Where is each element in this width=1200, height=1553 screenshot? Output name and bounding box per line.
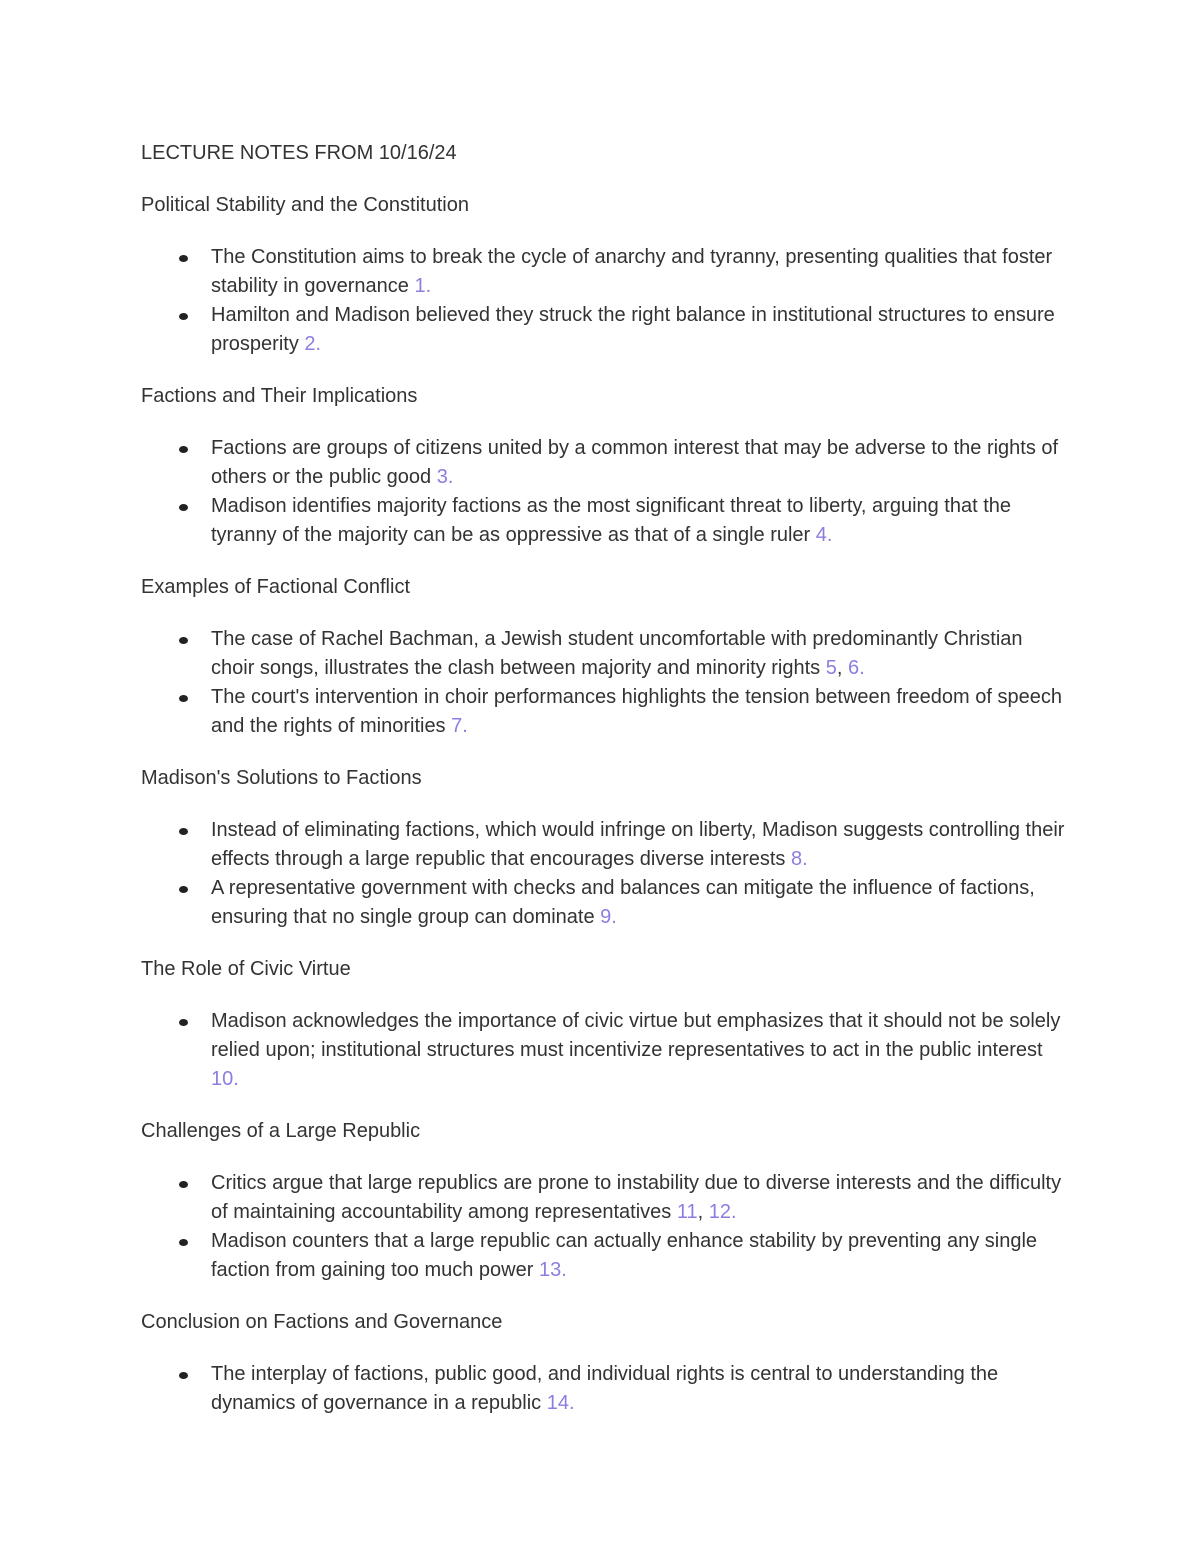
section-heading: Conclusion on Factions and Governance	[141, 1311, 503, 1333]
bullet-text: Critics argue that large republics are prone to instability due to diverse interests and the difficulty of maintaining accountability among representatives	[211, 1172, 1062, 1223]
reference-link[interactable]: 7	[451, 715, 463, 737]
bullet-text: Madison acknowledges the importance of civic virtue but emphasizes that it should not be solely relied upon; institutional structures must incentivize representatives to act in the public interest	[211, 1010, 1061, 1061]
bullet-text: The interplay of factions, public good, and individual rights is central to understanding the dynamics of governance in a republic	[211, 1363, 999, 1414]
reference-separator: ,	[697, 1201, 709, 1223]
bullet-end-punctuation: .	[462, 715, 468, 737]
bullet-text: The Constitution aims to break the cycle of anarchy and tyranny, presenting qualities that foster stability in governance	[211, 246, 1053, 297]
bullet-item	[141, 683, 1071, 741]
reference-link[interactable]: 12	[708, 1201, 731, 1223]
bullet-text: Madison counters that a large republic can actually enhance stability by preventing any single faction from gaining too much power	[211, 1230, 1038, 1281]
bullet-list	[141, 1360, 1071, 1418]
reference-link[interactable]: 6	[847, 657, 860, 679]
bullet-end-punctuation: .	[859, 657, 865, 679]
bullet-text: Factions are groups of citizens united by a common interest that may be adverse to the rights of others or the public good	[211, 437, 1059, 488]
reference-link[interactable]: 1	[414, 275, 426, 297]
bullet-item	[141, 874, 1071, 932]
reference-link[interactable]: 2	[304, 333, 316, 355]
bullet-end-punctuation: .	[561, 1259, 567, 1281]
reference-link[interactable]: 10	[211, 1068, 234, 1090]
bullet-item	[141, 625, 1071, 683]
bullet-item	[141, 1227, 1071, 1285]
document-body	[141, 139, 1071, 1441]
bullet-item	[141, 243, 1071, 301]
bullet-item	[141, 434, 1071, 492]
reference-link[interactable]: 5	[825, 657, 837, 679]
bullet-end-punctuation: .	[826, 524, 833, 546]
reference-link[interactable]: 8	[790, 848, 803, 870]
bullet-item	[141, 492, 1071, 550]
reference-link[interactable]: 4	[815, 524, 827, 546]
bullet-list	[141, 243, 1071, 359]
section-heading: Factions and Their Implications	[141, 385, 418, 407]
bullet-item	[141, 1360, 1071, 1418]
reference-separator: ,	[836, 657, 848, 679]
bullet-end-punctuation: .	[425, 275, 432, 297]
section-heading: Challenges of a Large Republic	[141, 1120, 421, 1142]
bullet-list	[141, 1169, 1071, 1285]
sections-container	[141, 191, 1071, 1418]
bullet-list	[141, 816, 1071, 932]
bullet-end-punctuation: .	[447, 466, 454, 488]
bullet-end-punctuation: .	[730, 1201, 737, 1223]
section-heading: Examples of Factional Conflict	[141, 576, 411, 598]
bullet-list	[141, 1007, 1071, 1094]
bullet-end-punctuation: .	[611, 906, 617, 928]
document-title: LECTURE NOTES FROM 10/16/24	[141, 142, 457, 164]
bullet-text: The court's intervention in choir performances highlights the tension between freedom of speech and the rights of minorities	[211, 686, 1062, 737]
bullet-end-punctuation: .	[802, 848, 808, 870]
bullet-text: Madison identifies majority factions as the most significant threat to liberty, arguing that the tyranny of the majority can be as oppressive as that of a single ruler	[211, 495, 1012, 546]
bullet-item	[141, 816, 1071, 874]
bullet-text: A representative government with checks and balances can mitigate the influence of factions, ensuring that no single group can dominate	[211, 877, 1035, 928]
reference-link[interactable]: 14	[546, 1392, 569, 1414]
bullet-end-punctuation: .	[233, 1068, 239, 1090]
bullet-item	[141, 301, 1071, 359]
bullet-end-punctuation: .	[315, 333, 322, 355]
bullet-text: The case of Rachel Bachman, a Jewish student uncomfortable with predominantly Christian choir songs, illustrates the clash between majority and minority rights	[211, 628, 1023, 679]
section-heading: Political Stability and the Constitution	[141, 194, 469, 216]
bullet-list	[141, 434, 1071, 550]
bullet-list	[141, 625, 1071, 741]
section-heading: The Role of Civic Virtue	[141, 958, 351, 980]
bullet-item	[141, 1007, 1071, 1094]
bullet-text: Instead of eliminating factions, which would infringe on liberty, Madison suggests controlling their effects through a large republic that encourages diverse interests	[211, 819, 1065, 870]
bullet-text: Hamilton and Madison believed they struck the right balance in institutional structures to ensure prosperity	[211, 304, 1055, 355]
bullet-item	[141, 1169, 1071, 1227]
reference-link[interactable]: 13	[538, 1259, 562, 1281]
reference-link[interactable]: 9	[600, 906, 612, 928]
bullet-end-punctuation: .	[569, 1392, 575, 1414]
reference-link[interactable]: 11	[676, 1201, 698, 1223]
section-heading: Madison's Solutions to Factions	[141, 767, 422, 789]
reference-link[interactable]: 3	[436, 466, 448, 488]
